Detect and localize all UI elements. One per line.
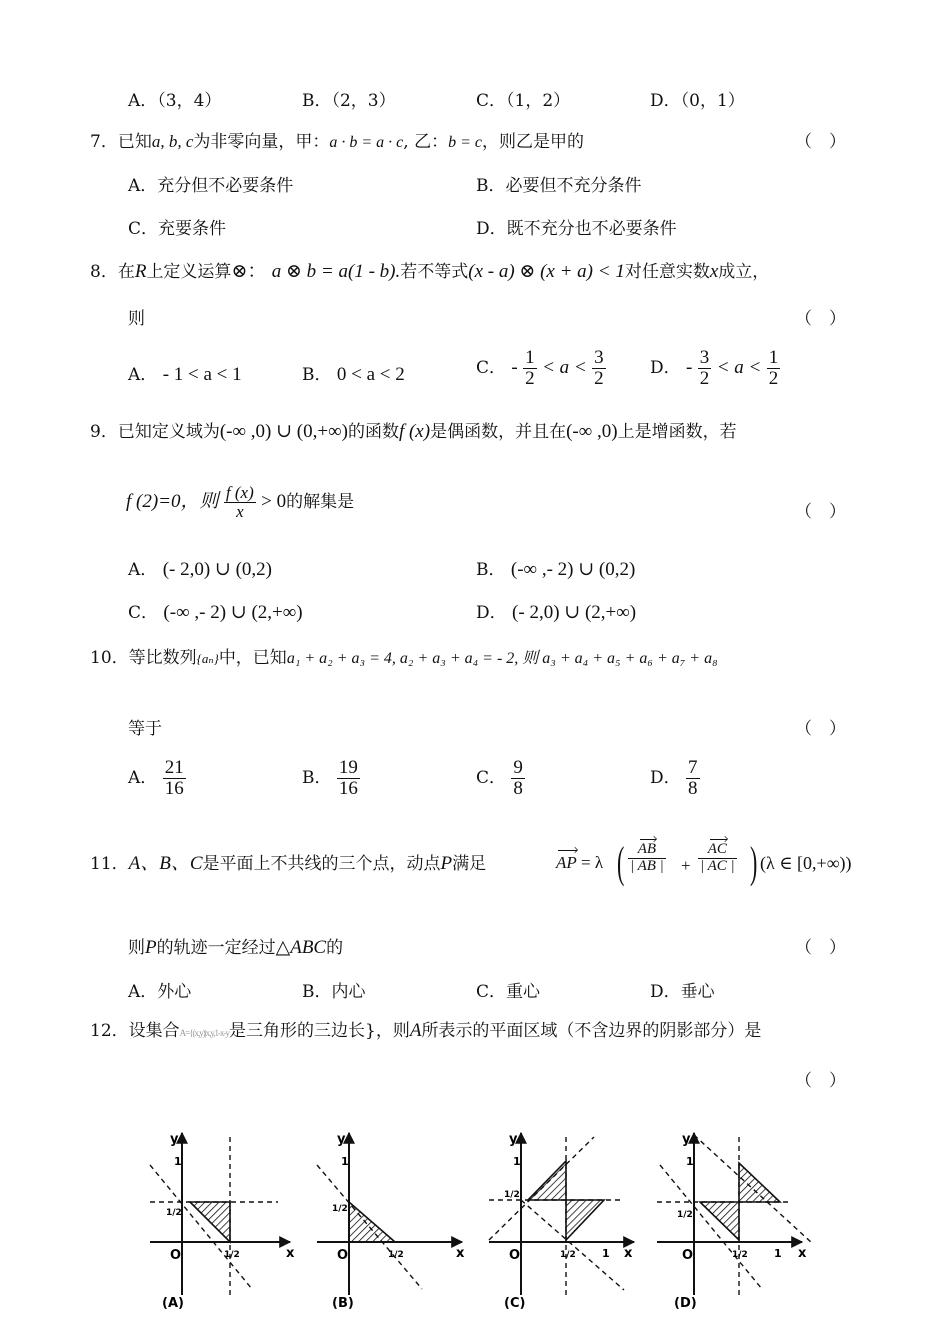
- figure-b-caption: (B): [332, 1296, 354, 1311]
- q8-stem: 8．在R上定义运算⊗： a ⊗ b = a(1 - b).若不等式(x - a) ⊗ (x + a) < 1对任意实数x成立，: [90, 261, 770, 282]
- q8-option-c: C． - $\frac{1}{2}$ < a < $\frac{3}{2}$: [476, 347, 604, 389]
- figure-d-x-label: x: [798, 1246, 807, 1261]
- q8-option-d: D． - $\frac{3}{2}$ < a < $\frac{1}{2}$: [650, 347, 779, 389]
- q8-inequality: (x - a) ⊗ (x + a) < 1: [468, 261, 625, 282]
- figure-d-half-x-label: 1/2: [732, 1250, 748, 1260]
- q6-option-d: D．（0，1）: [650, 91, 745, 111]
- q11-answer-blank: （ ）: [795, 938, 846, 958]
- q10-option-c: C． $\frac{9}{8}$: [476, 757, 523, 799]
- q11-option-d: D．垂心: [650, 982, 715, 1002]
- q11-option-c: C．重心: [476, 982, 541, 1002]
- q8-stem-line2: 则: [128, 309, 145, 329]
- q10-answer-blank: （ ）: [795, 719, 846, 739]
- q12-smudged-formula: A={(x,y)|x,y,1-x-y: [179, 1028, 229, 1038]
- figure-b-half-x-label: 1/2: [388, 1250, 404, 1260]
- figure-a-origin-label: O: [170, 1248, 182, 1263]
- q7-condition-1: a · b = a · c: [329, 134, 404, 151]
- figure-d-half-label: 1/2: [677, 1210, 693, 1220]
- figure-c-shaded-upper: [528, 1161, 566, 1200]
- figure-a-caption: (A): [162, 1296, 184, 1311]
- figure-c-x-label: x: [624, 1246, 633, 1261]
- figure-b-x-label: x: [456, 1246, 465, 1261]
- q7-option-b: B．必要但不充分条件: [476, 176, 642, 196]
- q10-option-a: A． $\frac{21}{16}$: [128, 757, 184, 799]
- figure-b-origin-label: O: [337, 1248, 349, 1263]
- q12-stem: 12．设集合A={(x,y)|x,y,1-x-y是三角形的三边长}，则A所表示的平面区域（不含边界的阴影部分）是: [90, 1020, 762, 1041]
- q10-stem-line2: 等于: [128, 719, 162, 739]
- q7-answer-blank: （ ）: [795, 132, 846, 152]
- figure-c-one-x-label: 1: [602, 1247, 610, 1260]
- q11-range: (λ ∈ [0,+∞)): [760, 853, 852, 873]
- q11-fraction-ac: $\frac{AC}{| AC |}$: [700, 841, 735, 874]
- q9-stem: 9．已知定义域为(-∞ ,0) ∪ (0,+∞)的函数f (x)是偶函数，并且在(-∞ ,0)上是增函数，若: [90, 421, 737, 442]
- q11-right-paren: ): [750, 838, 758, 887]
- figure-a-one-label: 1: [174, 1155, 182, 1168]
- figure-d-one-x-label: 1: [774, 1247, 782, 1260]
- q12-answer-blank: （ ）: [795, 1071, 846, 1091]
- figure-c-origin-label: O: [509, 1248, 521, 1263]
- figure-b-half-label: 1/2: [332, 1204, 348, 1214]
- q11-formula: AP = λ: [556, 853, 604, 872]
- q10-option-d: D． $\frac{7}{8}$: [650, 757, 698, 799]
- figure-a: [150, 1132, 295, 1311]
- q10-condition: a₁ + a₂ + a₃ = 4, a₂ + a₃ + a₄ = - 2, 则 a₃ + a₄ + a₅ + a₆ + a₇ + a₈: [286, 650, 718, 667]
- q9-option-a: A． (- 2,0) ∪ (0,2): [128, 559, 272, 580]
- q6-option-b: B．（2，3）: [302, 91, 396, 111]
- q10-option-b: B． $\frac{19}{16}$: [302, 757, 358, 799]
- figure-b-shaded-region: [349, 1202, 395, 1242]
- q7-condition-2: b = c: [448, 134, 482, 151]
- q7-vectors: a, b, c: [151, 132, 194, 151]
- q9-option-d: D． (- 2,0) ∪ (2,+∞): [476, 602, 637, 623]
- figure-c: [489, 1132, 634, 1311]
- figure-c-half-x-label: 1/2: [560, 1250, 576, 1260]
- figure-d-caption: (D): [674, 1296, 697, 1311]
- q9-option-b: B． (-∞ ,- 2) ∪ (0,2): [476, 559, 636, 580]
- q8-option-b: B． 0 < a < 2: [302, 364, 405, 385]
- figure-c-one-label: 1: [513, 1155, 521, 1168]
- figure-c-caption: (C): [504, 1296, 526, 1311]
- figure-b-one-label: 1: [341, 1155, 349, 1168]
- q8-option-a: A． - 1 < a < 1: [128, 364, 242, 385]
- figure-a-y-label: y: [170, 1132, 179, 1147]
- figure-d-one-label: 1: [686, 1155, 694, 1168]
- q7-option-a: A．充分但不必要条件: [128, 176, 294, 196]
- q12-figures: [140, 1125, 820, 1315]
- figure-b: [317, 1132, 465, 1311]
- figure-d: [657, 1132, 812, 1311]
- q11-stem: 11．A、B、C是平面上不共线的三个点，动点P满足: [90, 853, 487, 874]
- q11-fraction-ab: $\frac{AB}{| AB |}$: [630, 841, 664, 874]
- figure-c-half-label: 1/2: [504, 1190, 520, 1200]
- q11-plus: +: [681, 856, 691, 875]
- figure-a-dashed-diagonal: [150, 1165, 252, 1289]
- figure-c-shaded-lower: [566, 1200, 604, 1240]
- q10-stem: 10．等比数列{aₙ}中，已知a₁ + a₂ + a₃ = 4, a₂ + a₃ + a₄ = - 2, 则 a₃ + a₄ + a₅ + a₆ + a₇ + a₈: [90, 648, 718, 668]
- q9-stem-line2: f (2)=0，则 $\frac{f (x)}{x}$ > 0的解集是: [126, 483, 355, 521]
- q11-option-b: B．内心: [302, 982, 366, 1002]
- q7-stem: 7．已知a, b, c为非零向量，甲：a · b = a · c, 乙：b = c，则乙是甲的: [90, 132, 584, 152]
- q8-answer-blank: （ ）: [795, 309, 846, 329]
- q9-answer-blank: （ ）: [795, 502, 846, 522]
- q8-definition: a ⊗ b = a(1 - b).: [271, 261, 401, 282]
- figure-a-half-x-label: 1/2: [224, 1250, 240, 1260]
- figure-a-x-label: x: [286, 1246, 295, 1261]
- q11-stem-line2: 则P的轨迹一定经过△ABC的: [128, 937, 344, 958]
- q11-left-paren: (: [617, 838, 625, 887]
- q6-option-a: A．（3，4）: [128, 91, 222, 111]
- q7-option-d: D．既不充分也不必要条件: [476, 219, 677, 239]
- q9-option-c: C． (-∞ ,- 2) ∪ (2,+∞): [128, 602, 303, 623]
- figure-d-origin-label: O: [682, 1248, 694, 1263]
- q6-option-c: C．（1，2）: [476, 91, 571, 111]
- figure-c-y-label: y: [509, 1132, 518, 1147]
- figure-d-y-label: y: [682, 1132, 691, 1147]
- figure-a-half-label: 1/2: [166, 1208, 182, 1218]
- q7-option-c: C．充要条件: [128, 219, 227, 239]
- figure-d-shaded-upper: [739, 1163, 780, 1202]
- figure-b-y-label: y: [337, 1132, 346, 1147]
- q11-option-a: A．外心: [128, 982, 192, 1002]
